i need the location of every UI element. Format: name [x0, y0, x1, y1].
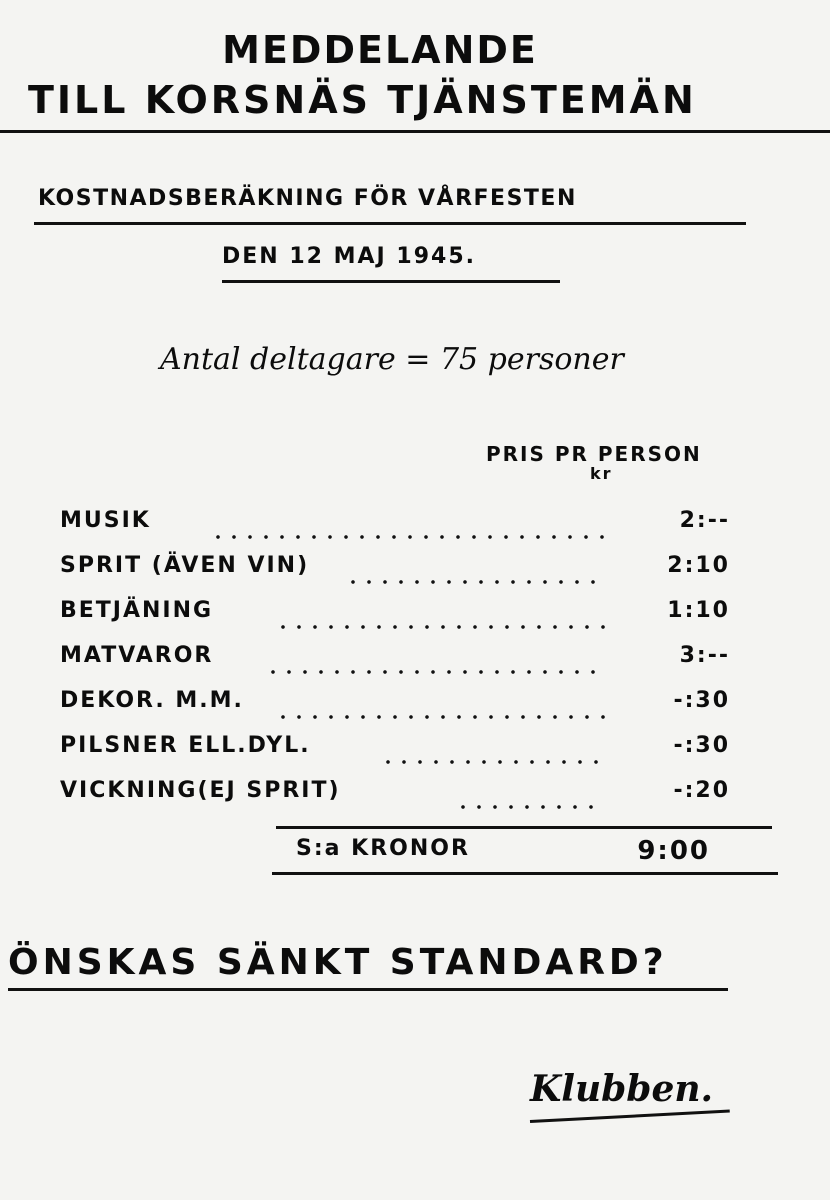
- notice-recipient: TILL KORSNÄS TJÄNSTEMÄN: [28, 78, 697, 122]
- cost-row: [60, 778, 730, 818]
- cost-row: [60, 643, 730, 683]
- cost-row: [60, 553, 730, 593]
- total-value: 9:00: [637, 836, 710, 866]
- total-bottom-rule: [272, 872, 778, 875]
- currency-unit: kr: [590, 464, 613, 483]
- cost-item-label: VICKNING(EJ SPRIT): [60, 778, 341, 803]
- question-underline: [8, 988, 728, 991]
- cost-row: [60, 598, 730, 638]
- standard-question: ÖNSKAS SÄNKT STANDARD?: [8, 942, 668, 983]
- cost-row: [60, 733, 730, 773]
- total-label: S:a KRONOR: [296, 836, 470, 861]
- cost-item-value: 3:--: [679, 643, 730, 668]
- cost-item-label: SPRIT (ÄVEN VIN): [60, 553, 310, 578]
- cost-item-value: 2:10: [667, 553, 730, 578]
- cost-item-value: 2:--: [679, 508, 730, 533]
- cost-item-label: BETJÄNING: [60, 598, 214, 623]
- cost-item-value: -:20: [673, 778, 730, 803]
- price-column-header: PRIS PR PERSON: [486, 442, 702, 466]
- title-underline: [34, 222, 746, 225]
- header-divider: [0, 130, 830, 133]
- participant-count: Antal deltagare = 75 personer: [160, 342, 624, 377]
- cost-row: [60, 508, 730, 548]
- signature: Klubben.: [530, 1068, 714, 1110]
- cost-item-label: MATVAROR: [60, 643, 214, 668]
- notice-heading: MEDDELANDE: [222, 28, 538, 72]
- cost-item-label: DEKOR. M.M.: [60, 688, 244, 713]
- event-date: DEN 12 MAJ 1945.: [222, 244, 476, 269]
- signature-underline: [530, 1110, 730, 1123]
- total-top-rule: [276, 826, 772, 829]
- date-underline: [222, 280, 560, 283]
- cost-estimate-title: KOSTNADSBERÄKNING FÖR VÅRFESTEN: [38, 186, 577, 211]
- cost-item-value: -:30: [673, 688, 730, 713]
- cost-row: [60, 688, 730, 728]
- cost-item-value: 1:10: [667, 598, 730, 623]
- cost-item-label: PILSNER ELL.DYL.: [60, 733, 311, 758]
- cost-item-value: -:30: [673, 733, 730, 758]
- cost-item-label: MUSIK: [60, 508, 151, 533]
